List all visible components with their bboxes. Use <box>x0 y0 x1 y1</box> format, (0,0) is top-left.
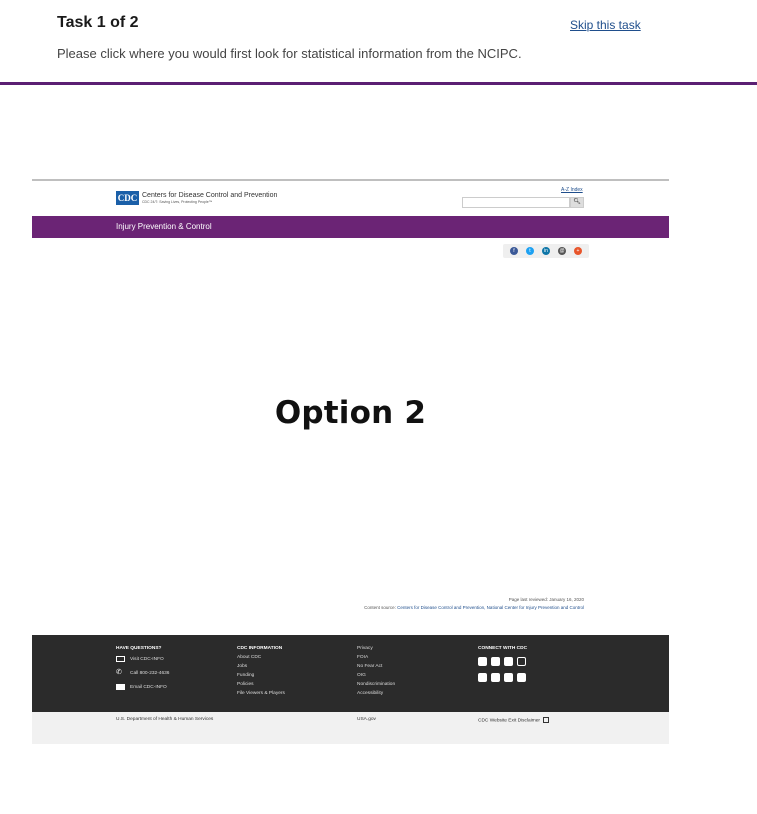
footer-bottom-bar <box>32 712 669 744</box>
task-header <box>0 0 757 85</box>
pinterest-icon[interactable] <box>478 673 487 682</box>
about-cdc-link[interactable]: About CDC <box>237 655 262 660</box>
youtube-icon[interactable] <box>504 657 513 666</box>
task-instruction: Please click where you would first look for statistical information from the NCIPC. <box>57 46 522 61</box>
social-row-2 <box>478 673 530 683</box>
monitor-icon <box>116 656 125 662</box>
content-source-link[interactable]: Centers for Disease Control and Prevention, National Center for Injury Prevention and Control <box>397 605 584 610</box>
az-index-link[interactable]: A-Z Index <box>561 187 583 193</box>
file-viewers-link[interactable]: File Viewers & Players <box>237 691 285 696</box>
content-source <box>364 605 584 610</box>
exit-disclaimer-link[interactable] <box>478 717 549 723</box>
podcast-icon[interactable] <box>491 673 500 682</box>
foia-link[interactable]: FOIA <box>357 655 369 660</box>
funding-link[interactable]: Funding <box>237 673 255 678</box>
footer-cdc-information <box>237 644 285 698</box>
call-link[interactable] <box>116 669 169 678</box>
oig-link[interactable]: OIG <box>357 673 366 678</box>
skip-task-link[interactable]: Skip this task <box>570 18 641 32</box>
policies-link[interactable]: Policies <box>237 682 254 687</box>
email-icon[interactable]: @ <box>559 248 565 254</box>
footer-cdc-info-heading: CDC INFORMATION <box>237 646 283 651</box>
email-updates-icon[interactable] <box>517 673 526 682</box>
visit-cdc-info-label: Visit CDC-INFO <box>130 657 164 662</box>
email-cdc-info-link[interactable] <box>116 683 169 692</box>
cdc-org-name[interactable]: Centers for Disease Control and Prevention <box>142 192 278 199</box>
nondiscrimination-link[interactable]: Nondiscrimination <box>357 682 396 687</box>
visit-cdc-info-link[interactable] <box>116 655 169 664</box>
no-fear-act-link[interactable]: No Fear Act <box>357 664 383 669</box>
option-label: Option 2 <box>274 395 427 431</box>
search-button[interactable] <box>570 197 584 208</box>
facebook-icon[interactable]: f <box>510 247 518 255</box>
content-source-label: Content source: <box>364 605 396 610</box>
facebook-icon[interactable] <box>478 657 487 666</box>
envelope-icon <box>116 684 125 690</box>
instagram-icon[interactable] <box>517 657 526 666</box>
site-title-bar <box>32 216 669 238</box>
social-row-1 <box>478 657 530 667</box>
twitter-icon[interactable] <box>491 657 500 666</box>
syndicate-icon[interactable]: + <box>574 247 582 255</box>
footer-connect-heading: CONNECT WITH CDC <box>478 646 528 651</box>
footer <box>32 635 669 712</box>
hhs-link[interactable]: U.S. Department of Health & Human Services <box>116 717 214 722</box>
external-link-icon <box>543 717 549 723</box>
rss-icon[interactable] <box>504 673 513 682</box>
privacy-link[interactable]: Privacy <box>357 646 373 651</box>
share-bar <box>503 244 589 258</box>
footer-questions <box>116 644 169 692</box>
task-title: Task 1 of 2 <box>57 14 139 31</box>
exit-disclaimer-label: CDC Website Exit Disclaimer <box>478 718 541 724</box>
site-title[interactable]: Injury Prevention & Control <box>116 222 212 231</box>
jobs-link[interactable]: Jobs <box>237 664 248 669</box>
page-preview[interactable] <box>32 179 669 744</box>
cdc-tagline: CDC 24/7: Saving Lives, Protecting People™ <box>142 200 213 204</box>
usagov-link[interactable]: USA.gov <box>357 717 376 722</box>
search-input[interactable] <box>462 197 570 208</box>
call-label: Call 800-232-4636 <box>130 671 170 676</box>
page-last-reviewed: Page last reviewed: January 16, 2020 <box>508 597 584 602</box>
accessibility-link[interactable]: Accessibility <box>357 691 384 696</box>
linkedin-icon[interactable]: in <box>542 247 550 255</box>
footer-connect <box>478 644 530 683</box>
cdc-logo[interactable]: CDC <box>117 193 138 203</box>
footer-questions-heading: HAVE QUESTIONS? <box>116 646 162 651</box>
search-icon: 🔍︎ <box>573 199 581 205</box>
footer-policies <box>357 644 395 698</box>
email-cdc-info-label: Email CDC-INFO <box>130 685 167 690</box>
phone-icon: ✆ <box>116 669 122 677</box>
twitter-icon[interactable]: t <box>526 247 534 255</box>
